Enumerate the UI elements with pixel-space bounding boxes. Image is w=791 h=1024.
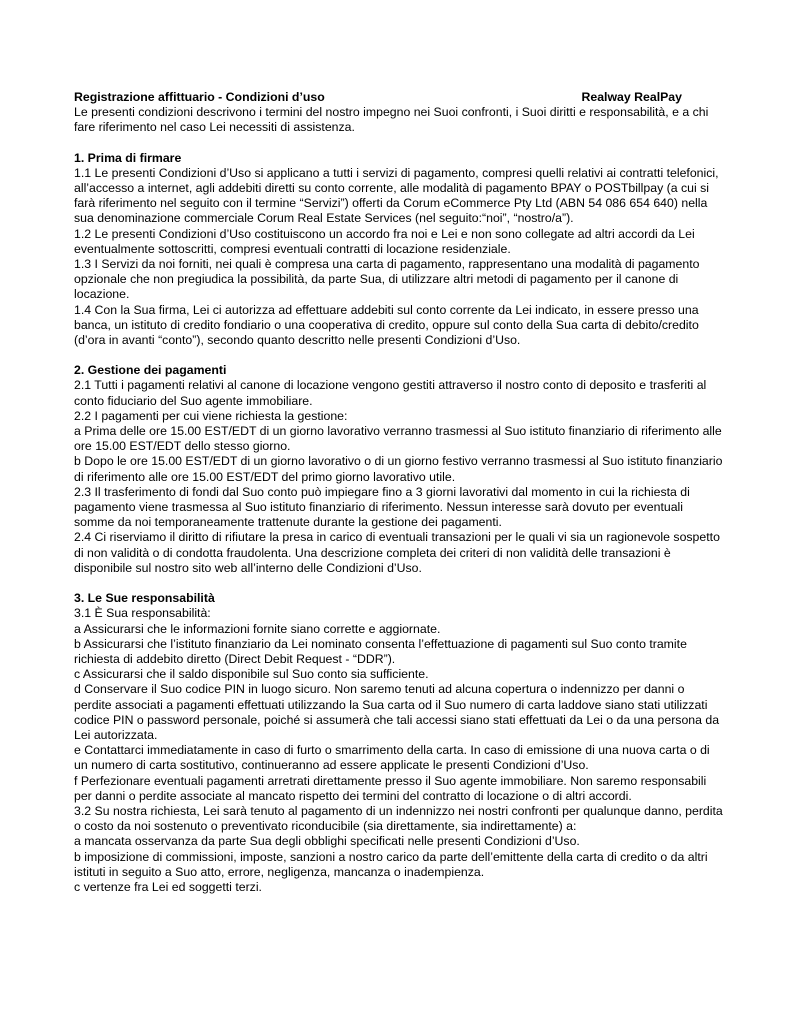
paragraph: a Assicurarsi che le informazioni fornite siano corrette e aggiornate. (74, 621, 441, 636)
paragraph: 2.3 Il trasferimento di fondi dal Suo conto può impiegare fino a 3 giorni lavorativi dal momento in cui la richiesta di pagamento viene trasmessa al Suo istituto finanziario di riferimento. Nessun interesse sarà dovuto per eventuali somme da noi temporaneamente trattenute durante la gestione dei pagamenti. (74, 484, 690, 530)
paragraph: 1.1 Le presenti Condizioni d’Uso si applicano a tutti i servizi di pagamento, compresi quelli relativi ai contratti telefonici, all’accesso a internet, agli addebiti diretti su conto corrente, alle modalità di pagamento BPAY o POSTbillpay (a cui si farà riferimento nel seguito con il termine “Servizi”) offerti da Corum eCommerce Pty Ltd (ABN 54 086 654 640) nella sua denominazione commerciale Corum Real Estate Services (nel seguito:“noi”, “nostro/a”). (74, 165, 719, 226)
paragraph: c Assicurarsi che il saldo disponibile sul Suo conto sia sufficiente. (74, 667, 429, 682)
paragraph: e Contattarci immediatamente in caso di furto o smarrimento della carta. In caso di emissione di una nuova carta o di un numero di carta sostitutivo, continueranno ad essere applicate le presenti Condizioni d’Uso. (74, 743, 710, 773)
intro-paragraph: Le presenti condizioni descrivono i termini del nostro impegno nei Suoi confronti, i Suoi diritti e responsabilità, e a chi fare riferimento nel caso Lei necessiti di assistenza. (74, 105, 709, 135)
paragraph: 1.4 Con la Sua firma, Lei ci autorizza ad effettuare addebiti sul conto corrente da Lei indicato, in essere presso una banca, un istituto di credito fondiario o una cooperativa di credito, oppure sul conto della Sua carta di debito/credito (d’ora in avanti “conto”), secondo quanto descritto nelle presenti Condizioni d’Uso. (74, 302, 699, 348)
section-gestione-dei-pagamenti (74, 363, 724, 576)
paragraph: 3.1 È Sua responsabilità: (74, 606, 211, 621)
section-title: 2. Gestione dei pagamenti (74, 363, 227, 378)
paragraph: 2.1 Tutti i pagamenti relativi al canone di locazione vengono gestiti attraverso il nostro conto di deposito e trasferiti al conto fiduciario del Suo agente immobiliare. (74, 378, 707, 408)
paragraph: 1.2 Le presenti Condizioni d’Uso costituiscono un accordo fra noi e Lei e non sono collegate ad altri accordi da Lei eventualmente sottoscritti, compresi eventuali contratti di locazione residenziale. (74, 226, 695, 256)
section-prima-di-firmare (74, 151, 724, 349)
paragraph: b Dopo le ore 15.00 EST/EDT di un giorno lavorativo o di un giorno festivo verranno trasmessi al Suo istituto finanziario di riferimento alle ore 15.00 EST/EDT del primo giorno lavorativo utile. (74, 454, 723, 484)
paragraph: b Assicurarsi che l’istituto finanziario da Lei nominato consenta l’effettuazione di pagamenti sul Suo conto tramite richiesta di addebito diretto (Direct Debit Request - “DDR”). (74, 636, 687, 666)
document-header (74, 90, 724, 105)
paragraph: d Conservare il Suo codice PIN in luogo sicuro. Non saremo tenuti ad alcuna copertura o indennizzo per danni o perdite associati a pagamenti effettuati utilizzando la Sua carta od il Suo numero di carta laddove siano stati utilizzati codice PIN o password personale, poiché si assumerà che tali accessi siano stati effettuati da Lei o da una persona da Lei autorizzata. (74, 682, 720, 742)
section-title: 3. Le Sue responsabilità (74, 591, 215, 606)
document-page (74, 90, 724, 895)
section-title: 1. Prima di firmare (74, 150, 182, 165)
paragraph: a mancata osservanza da parte Sua degli obblighi specificati nelle presenti Condizioni d’Uso. (74, 834, 580, 849)
paragraph: f Perfezionare eventuali pagamenti arretrati direttamente presso il Suo agente immobiliare. Non saremo responsabili per danni o perdite associate al mancato rispetto dei termini del contratto di locazione o di altri accordi. (74, 773, 707, 803)
paragraph: 2.2 I pagamenti per cui viene richiesta la gestione: (74, 408, 348, 423)
paragraph: 1.3 I Servizi da noi forniti, nei quali è compresa una carta di pagamento, rappresentano una modalità di pagamento opzionale che non pregiudica la possibilità, da parte Sua, di utilizzare altri metodi di pagamento per il canone di locazione. (74, 257, 700, 302)
document-title: Registrazione affittuario - Condizioni d’uso (74, 90, 325, 104)
paragraph: b imposizione di commissioni, imposte, sanzioni a nostro carico da parte dell’emittente della carta di credito o da altri istituti in seguito a Suo atto, errore, negligenza, mancanza o inadempienza. (74, 849, 708, 879)
section-le-sue-responsabilita (74, 591, 724, 895)
paragraph: 3.2 Su nostra richiesta, Lei sarà tenuto al pagamento di un indennizzo nei nostri confronti per qualunque danno, perdita o costo da noi sostenuto o preventivato riconducibile (sia direttamente, sia indirettamente) a: (74, 803, 723, 834)
paragraph: 2.4 Ci riserviamo il diritto di rifiutare la presa in carico di eventuali transazioni per le quali vi sia un ragionevole sospetto di non validità o di condotta fraudolenta. Una descrizione completa dei criteri di non validità delle transazioni è disponibile sul nostro sito web all’interno delle Condizioni d’Uso. (74, 530, 720, 575)
paragraph: a Prima delle ore 15.00 EST/EDT di un giorno lavorativo verranno trasmessi al Suo istituto finanziario di riferimento alle ore 15.00 EST/EDT dello stesso giorno. (74, 424, 722, 454)
brand-name: Realway RealPay (581, 90, 682, 104)
paragraph: c vertenze fra Lei ed soggetti terzi. (74, 879, 262, 894)
